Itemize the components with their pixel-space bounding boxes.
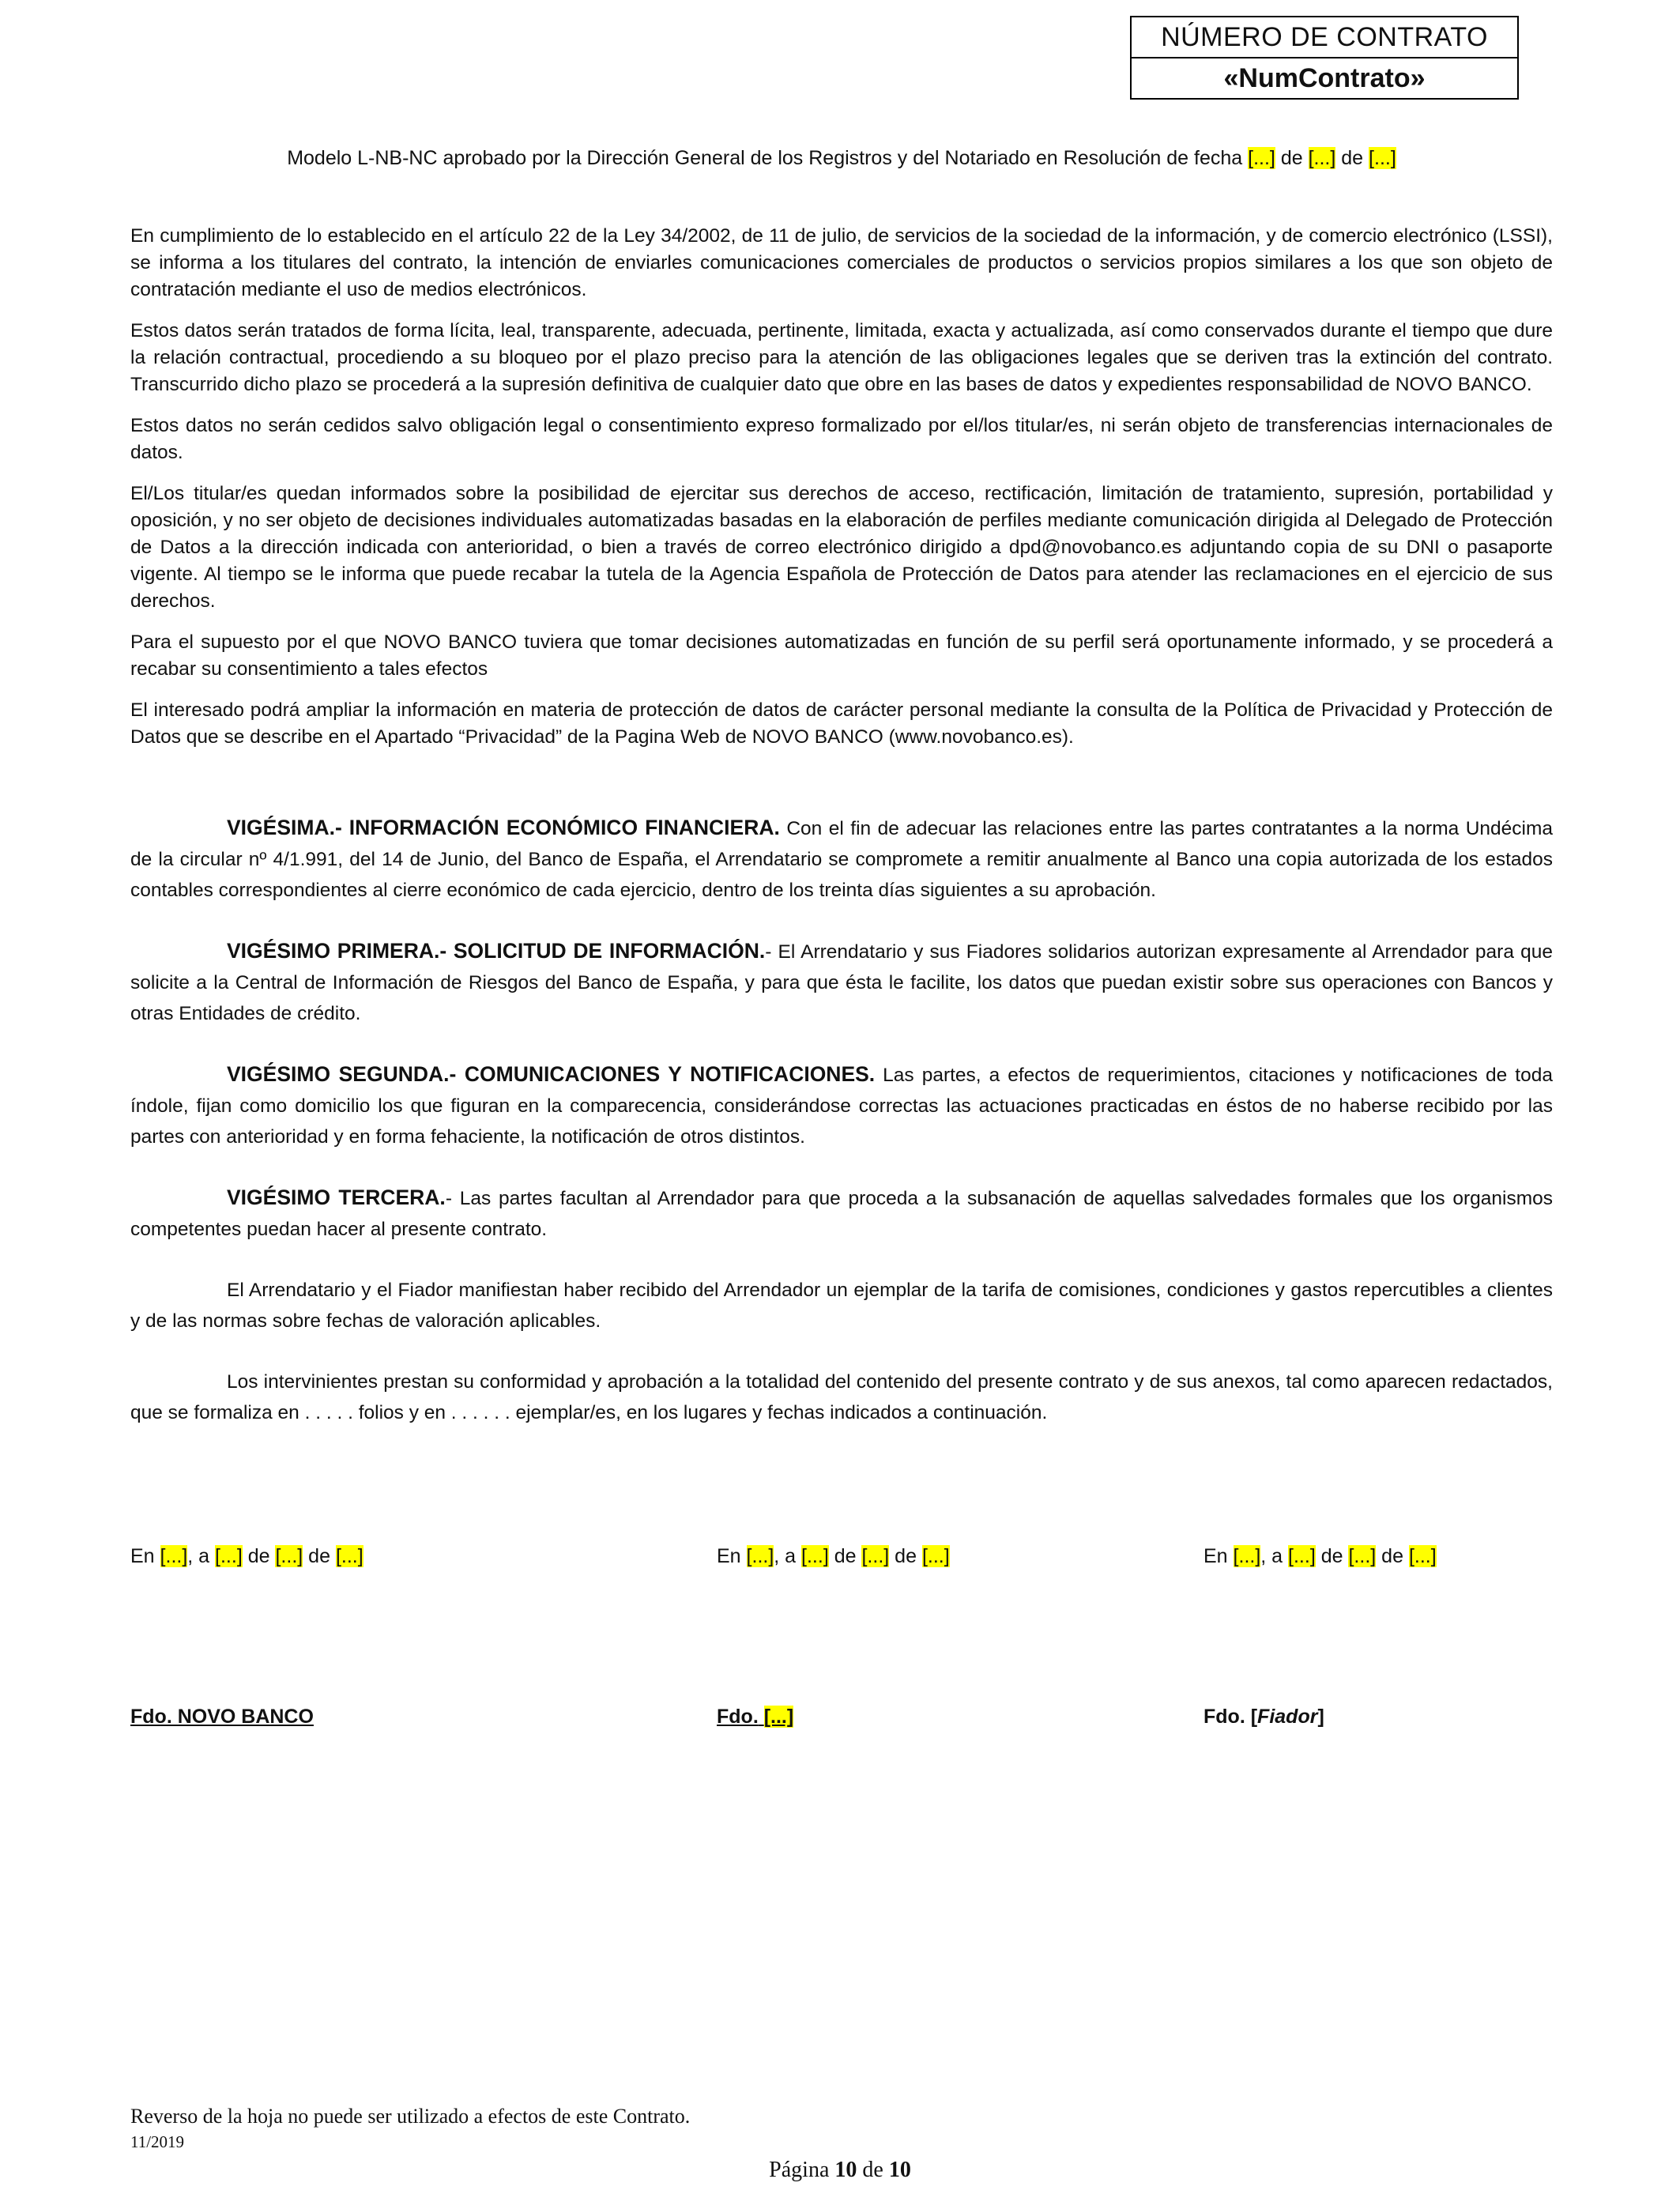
signatory-novo-banco: Fdo. NOVO BANCO [130,1706,314,1728]
fdo-prefix: Fdo. [1203,1706,1245,1728]
place-prefix: En [1203,1545,1228,1567]
footer-date: 11/2019 [130,2132,185,2151]
closing-paragraph-tariff: El Arrendatario y el Fiador manifiestan haber recibido del Arrendador un ejemplar de la tarifa de comisiones, condiciones y gastos repercutibles a clientes y de las normas sobre fechas de valoración aplicables. [130,1280,1553,1332]
page-word: Página [769,2158,830,2182]
place-prefix: En [130,1545,155,1567]
connector-de: de [1341,147,1364,169]
model-approval-line [130,147,1553,170]
fiador-label: Fiador [1257,1706,1318,1728]
page-current: 10 [834,2158,857,2182]
signatory-fiador: Fdo. [Fiador] [1203,1706,1324,1728]
day-placeholder: [...] [801,1545,829,1567]
year-placeholder: [...] [335,1545,363,1567]
connector-de: de [895,1545,917,1567]
clause-vigesimo-primera [130,936,1553,1029]
month-placeholder: [...] [1348,1545,1377,1567]
paragraph-data-treatment: Estos datos serán tratados de forma lícita, leal, transparente, adecuada, pertinente, limitada, exacta y actualizada, así como conservados durante el tiempo que dure la relación contractual, procediendo a su bloqueo por el plazo preciso para la atención de las obligaciones legales que se deriven tras la extinción del contrato. Transcurrido dicho plazo se procederá a la supresión definitiva de cualquier dato que obre en las bases de datos y expedientes responsabilidad de NOVO BANCO. [130,320,1553,395]
contract-number-value: «NumContrato» [1223,63,1426,93]
place-placeholder: [...] [746,1545,774,1567]
place-placeholder: [...] [160,1545,188,1567]
place-date-arrendatario [717,1545,950,1568]
connector-de: de [247,1545,270,1567]
paragraph-automated-decisions: Para el supuesto por el que NOVO BANCO tuviera que tomar decisiones automatizadas en función de su perfil será oportunamente informado, y se procederá a recabar su consentimiento a tales efectos [130,631,1553,680]
signatory-row [130,1706,1553,1737]
year-placeholder: [...] [1408,1545,1437,1567]
comma-a: , a [774,1545,797,1567]
place-placeholder: [...] [1233,1545,1261,1567]
clause-heading: VIGÉSIMO PRIMERA.- SOLICITUD DE INFORMACIÓN. [227,939,766,963]
date-placeholder-month: [...] [1308,147,1336,169]
clause-text: - El Arrendatario y sus Fiadores solidarios autorizan expresamente al Arrendador para que solicite a la Central de Información de Riesgos del Banco de España, y para que ésta le facilite, los datos que puedan existir sobre sus operaciones con Bancos y otras Entidades de crédito. [130,941,1554,1024]
arrendatario-placeholder: [...] [763,1706,794,1728]
connector-de: de [1381,1545,1403,1567]
comma-a: , a [187,1545,210,1567]
paragraph-lssi: En cumplimiento de lo establecido en el artículo 22 de la Ley 34/2002, de 11 de julio, de servicios de la sociedad de la información, y de comercio electrónico (LSSI), se informa a los titulares del contrato, la intención de enviarles comunicaciones comerciales de productos o servicios propios similares a los que son objeto de contratación mediante el uso de medios electrónicos. [130,225,1553,300]
clause-vigesima [130,812,1553,906]
data-protection-section [130,223,1553,765]
day-placeholder: [...] [215,1545,243,1567]
clause-vigesimo-segunda [130,1059,1553,1152]
clauses-section [130,812,1553,1428]
page-number [0,2158,1680,2183]
page-of: de [862,2158,883,2182]
model-approval-text: Modelo L-NB-NC aprobado por la Dirección General de los Registros y del Notariado en Resolución de fecha [287,147,1243,169]
date-placeholder-year: [...] [1369,147,1396,169]
clause-text: Las partes, a efectos de requerimientos, citaciones y notificaciones de toda índole, fijan como domicilio los que figuran en la comparecencia, considerándose correctas las actuaciones practicadas en éstos de no haberse recibido por las partes con anterioridad y en forma fehaciente, la notificación de otros distintos. [130,1065,1553,1148]
signatory-arrendatario [717,1706,793,1728]
place-date-fiador [1203,1545,1437,1568]
contract-number-title: NÚMERO DE CONTRATO [1132,17,1517,58]
comma-a: , a [1260,1545,1283,1567]
year-placeholder: [...] [921,1545,950,1567]
month-placeholder: [...] [861,1545,890,1567]
closing-paragraph-conformity: Los intervinientes prestan su conformidad y aprobación a la totalidad del contenido del presente contrato y de sus anexos, tal como aparecen redactados, que se formaliza en . . . . . folios y en . . . . . . ejemplar/es, en los lugares y fechas indicados a continuación. [130,1371,1553,1423]
connector-de: de [1280,147,1303,169]
fdo-prefix: Fdo. [717,1706,759,1728]
signature-place-date-row [130,1545,1553,1577]
date-placeholder-day: [...] [1248,147,1275,169]
clause-heading: VIGÉSIMA.- INFORMACIÓN ECONÓMICO FINANCIERA. [227,816,780,839]
place-prefix: En [717,1545,741,1567]
contract-number-box [1130,16,1519,100]
connector-de: de [834,1545,857,1567]
footer-note: Reverso de la hoja no puede ser utilizado a efectos de este Contrato. [130,2105,691,2128]
clause-vigesimo-tercera [130,1182,1553,1245]
day-placeholder: [...] [1288,1545,1316,1567]
connector-de: de [1320,1545,1343,1567]
clause-text: Con el fin de adecuar las relaciones entre las partes contratantes a la norma Undécima de la circular nº 4/1.991, del 14 de Junio, del Banco de España, el Arrendatario se compromete a remitir anualmente al Banco una copia autorizada de los estados contables correspondientes al cierre económico de cada ejercicio, dentro de los treinta días siguientes a su aprobación. [130,818,1553,901]
clause-text: - Las partes facultan al Arrendador para que proceda a la subsanación de aquellas salvedades formales que los organismos competentes puedan hacer al presente contrato. [130,1188,1553,1240]
month-placeholder: [...] [275,1545,303,1567]
page-total: 10 [888,2158,911,2182]
clause-heading: VIGÉSIMO SEGUNDA.- COMUNICACIONES Y NOTIFICACIONES. [227,1062,876,1086]
clause-heading: VIGÉSIMO TERCERA. [227,1186,446,1209]
paragraph-rights: El/Los titular/es quedan informados sobre la posibilidad de ejercitar sus derechos de acceso, rectificación, limitación de tratamiento, supresión, portabilidad y oposición, y no ser objeto de decisiones individuales automatizadas basadas en la elaboración de perfiles mediante comunicación dirigida al Delegado de Protección de Datos a la dirección indicada con anterioridad, o bien a través de correo electrónico dirigido a dpd@novobanco.es adjuntando copia de su DNI o pasaporte vigente. Al tiempo se le informa que puede recabar la tutela de la Agencia Española de Protección de Datos para atender las reclamaciones en el ejercicio de sus derechos. [130,483,1553,612]
connector-de: de [308,1545,330,1567]
place-date-novo-banco [130,1545,363,1568]
paragraph-privacy-policy: El interesado podrá ampliar la información en materia de protección de datos de carácter personal mediante la consulta de la Política de Privacidad y Protección de Datos que se describe en el Apartado “Privacidad” de la Pagina Web de NOVO BANCO (www.novobanco.es). [130,699,1553,748]
paragraph-data-transfer: Estos datos no serán cedidos salvo obligación legal o consentimiento expreso formalizado por el/los titular/es, ni serán objeto de transferencias internacionales de datos. [130,415,1553,463]
